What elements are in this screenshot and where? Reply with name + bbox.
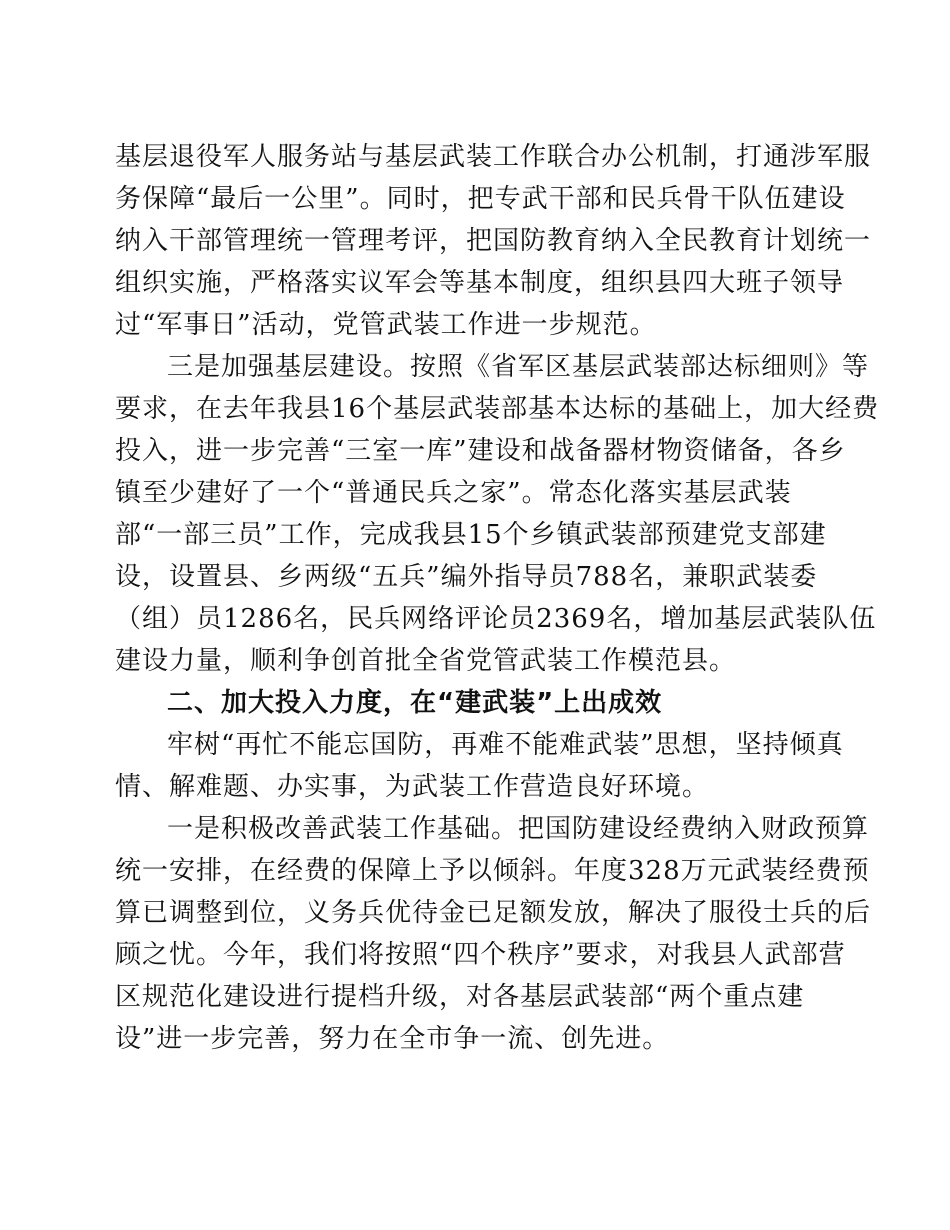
paragraph-line: 设，设置县、乡两级“五兵”编外指导员788名，兼职武装委 <box>115 562 818 592</box>
paragraph-line: 镇至少建好了一个“普通民兵之家”。常态化落实基层武装 <box>115 478 792 508</box>
paragraph-line: 要求，在去年我县16个基层武装部基本达标的基础上，加大经费 <box>115 394 880 424</box>
paragraph-line: 设”进一步完善，努力在全市争一流、创先进。 <box>115 1024 670 1054</box>
paragraph-line: 情、解难题、办实事，为武装工作营造良好环境。 <box>115 772 710 802</box>
paragraph-line: 牢树“再忙不能忘国防，再难不能难武装”思想，坚持倾真 <box>167 730 844 760</box>
paragraph-line: 基层退役军人服务站与基层武装工作联合办公机制，打通涉军服 <box>115 142 872 172</box>
paragraph-line: 务保障“最后一公里”。同时，把专武干部和民兵骨干队伍建设 <box>115 184 846 214</box>
paragraph-line: 纳入干部管理统一管理考评，把国防教育纳入全民教育计划统一 <box>115 226 872 256</box>
paragraph-line: 区规范化建设进行提档升级，对各基层武装部“两个重点建 <box>115 982 805 1012</box>
paragraph-line: 投入，进一步完善“三室一库”建设和战备器材物资储备，各乡 <box>115 436 846 466</box>
paragraph-line: 一是积极改善武装工作基础。把国防建设经费纳入财政预算 <box>167 814 870 844</box>
paragraph-line: 统一安排，在经费的保障上予以倾斜。年度328万元武装经费预 <box>115 856 870 886</box>
paragraph-line: （组）员1286名，民兵网络评论员2369名，增加基层武装队伍 <box>115 604 877 634</box>
paragraph-line: 算已调整到位，义务兵优待金已足额发放，解决了服役士兵的后 <box>115 898 872 928</box>
paragraph-line: 顾之忧。今年，我们将按照“四个秩序”要求，对我县人武部营 <box>115 940 846 970</box>
paragraph-line: 建设力量，顺利争创首批全省党管武装工作模范县。 <box>115 646 737 676</box>
paragraph-line: 过“军事日”活动，党管武装工作进一步规范。 <box>115 310 657 340</box>
paragraph-line: 部“一部三员”工作，完成我县15个乡镇武装部预建党支部建 <box>115 520 827 550</box>
section-heading: 二、加大投入力度，在“建武装”上出成效 <box>167 688 663 718</box>
paragraph-line: 三是加强基层建设。按照《省军区基层武装部达标细则》等 <box>167 352 870 382</box>
paragraph-line: 组织实施，严格落实议军会等基本制度，组织县四大班子领导 <box>115 268 845 298</box>
